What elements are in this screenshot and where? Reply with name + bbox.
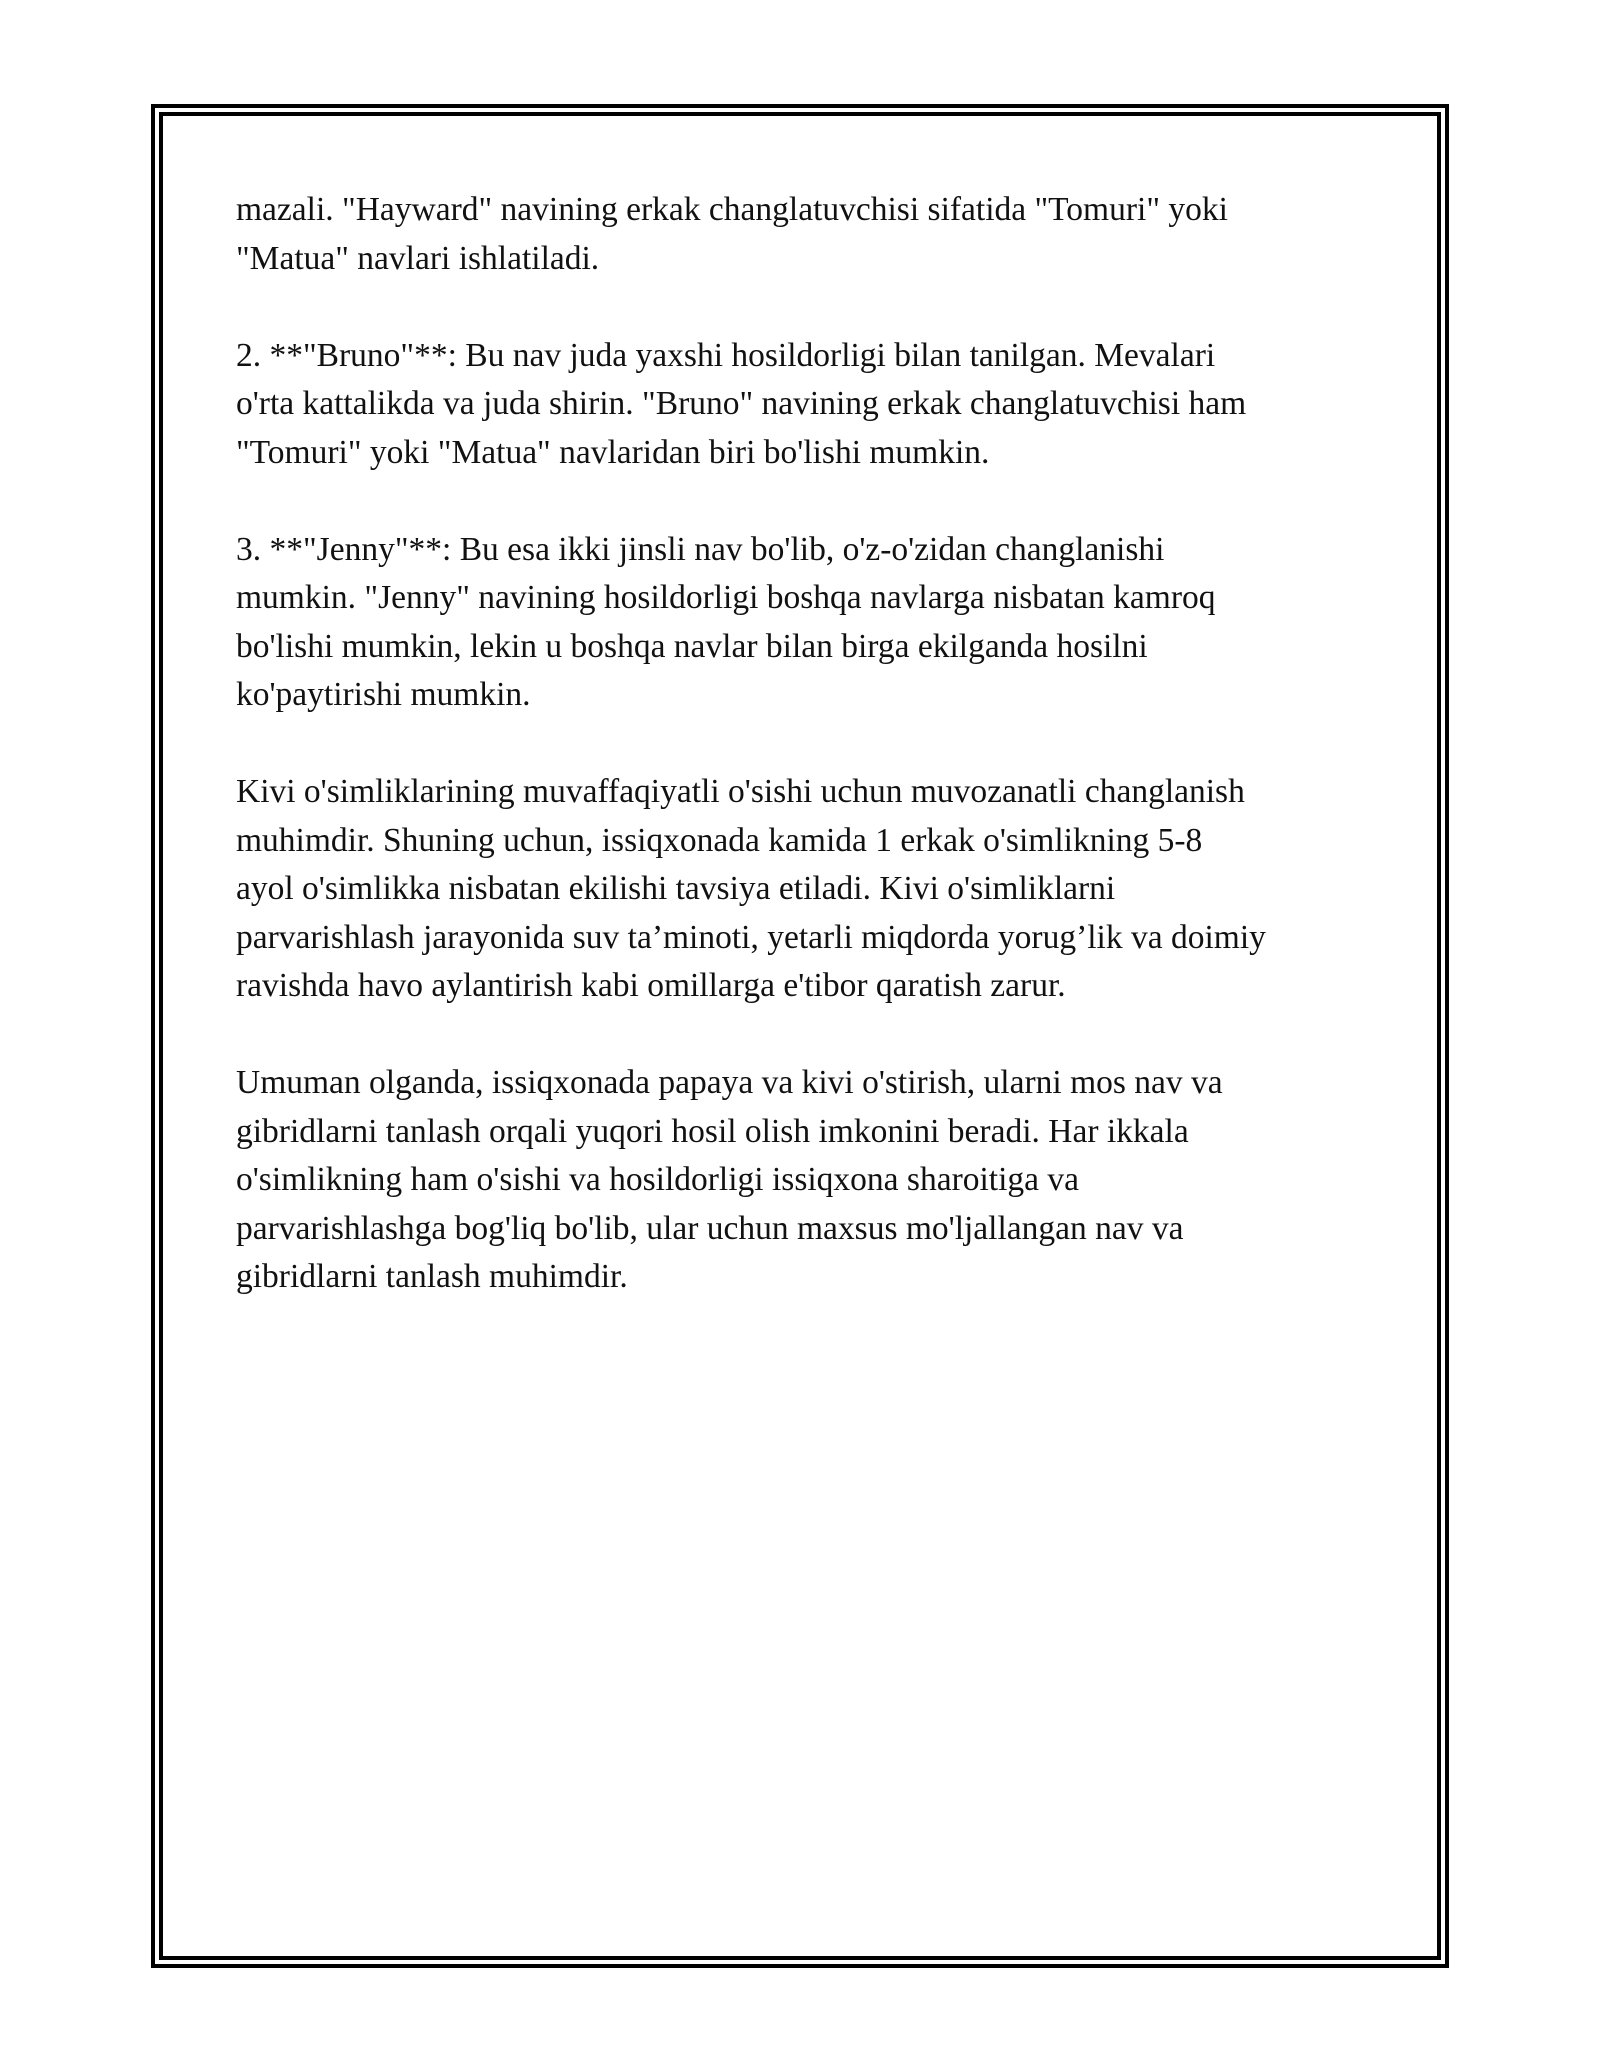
document-body	[236, 186, 1376, 1350]
paragraph-bruno: 2. **"Bruno"**: Bu nav juda yaxshi hosildorligi bilan tanilgan. Mevalari o'rta kattalikda va juda shirin. "Bruno" navining erkak changlatuvchisi ham "Tomuri" yoki "Matua" navlaridan biri bo'lishi mumkin.	[236, 336, 1247, 471]
paragraph-jenny: 3. **"Jenny"**: Bu esa ikki jinsli nav bo'lib, o'z-o'zidan changlanishi mumkin. "Jenny" navining hosildorligi boshqa navlarga nisbatan kamroq bo'lishi mumkin, lekin u boshqa navlar bilan birga ekilganda hosilni ko'paytirishi mumkin.	[236, 530, 1216, 713]
paragraph-hayward-continued: mazali. "Hayward" navining erkak changlatuvchisi sifatida "Tomuri" yoki "Matua" navlari ishlatiladi.	[236, 191, 1228, 277]
paragraph-pollination: Kivi o'simliklarining muvaffaqiyatli o'sishi uchun muvozanatli changlanish muhimdir. Shuning uchun, issiqxonada kamida 1 erkak o'simlikning 5-8 ayol o'simlikka nisbatan ekilishi tavsiya etiladi. Kivi o'simliklarni parvarishlash jarayonida suv ta’minoti, yetarli miqdorda yorug’lik va doimiy ravishda havo aylantirish kabi omillarga e'tibor qaratish zarur.	[236, 773, 1266, 1004]
paragraph-conclusion: Umuman olganda, issiqxonada papaya va kivi o'stirish, ularni mos nav va gibridlarni tanlash orqali yuqori hosil olish imkonini beradi. Har ikkala o'simlikning ham o'sishi va hosildorligi issiqxona sharoitiga va parvarishlashga bog'liq bo'lib, ular uchun maxsus mo'ljallangan nav va gibridlarni tanlash muhimdir.	[236, 1064, 1223, 1295]
